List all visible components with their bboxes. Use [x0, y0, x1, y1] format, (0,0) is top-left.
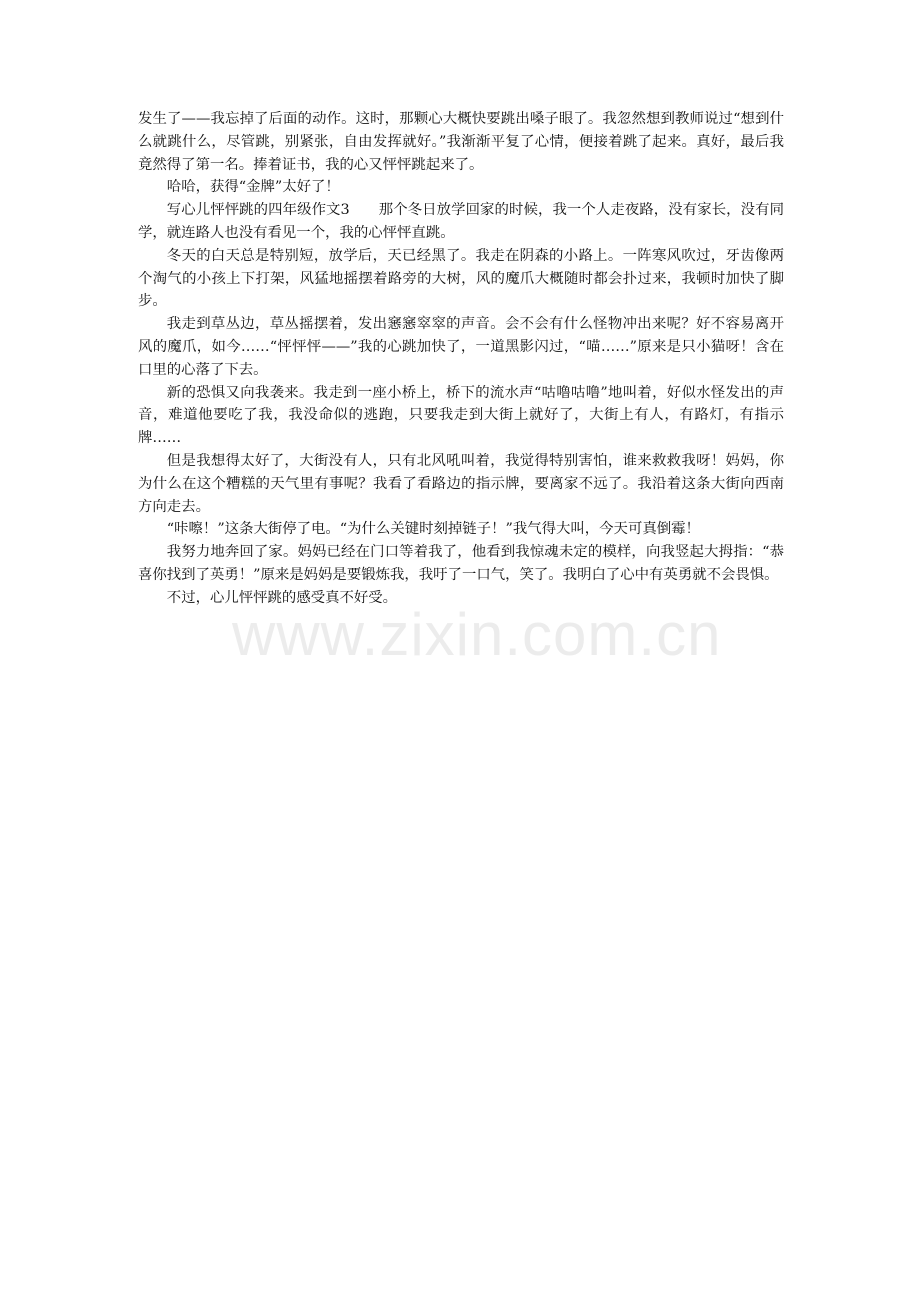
paragraph: 不过，心儿怦怦跳的感受真不好受。 [166, 589, 398, 606]
paragraph: 发生了——我忘掉了后面的动作。这时，那颗心大概快要跳出嗓子眼了。我忽然想到教师说过“想到什么就跳什么，尽管跳，别紧张，自由发挥就好。”我渐渐平复了心情，便接着跳了起来。真好，最后我竟然得了第一名。捧着证书，我的心又怦怦跳起来了。 [138, 111, 784, 173]
paragraph: “咔嚓！”这条大街停了电。“为什么关键时刻掉链子！”我气得大叫，今天可真倒霉！ [166, 521, 700, 538]
paragraph: 写心儿怦怦跳的四年级作文3 那个冬日放学回家的时候，我一个人走夜路，没有家长，没有同学，就连路人也没有看见一个，我的心怦怦直跳。 [138, 202, 784, 241]
document-body [138, 108, 784, 610]
paragraph: 哈哈，获得“金牌”太好了！ [166, 179, 340, 196]
paragraph: 我努力地奔回了家。妈妈已经在门口等着我了，他看到我惊魂未定的模样，向我竖起大拇指：“恭喜你找到了英勇！”原来是妈妈是要锻炼我，我吁了一口气，笑了。我明白了心中有英勇就不会畏惧。 [138, 544, 784, 583]
paragraph: 新的恐惧又向我袭来。我走到一座小桥上，桥下的流水声“咕噜咕噜”地叫着，好似水怪发出的声音，难道他要吃了我，我没命似的逃跑，只要我走到大街上就好了，大街上有人，有路灯，有指示牌…… [138, 384, 784, 447]
paragraph: 我走到草丛边，草丛摇摆着，发出窸窸窣窣的声音。会不会有什么怪物冲出来呢？好不容易离开风的魔爪，如今……“怦怦怦——”我的心跳加快了，一道黑影闪过，“喵……”原来是只小猫呀！含在口里的心落了下去。 [138, 316, 784, 378]
paragraph: 冬天的白天总是特别短，放学后，天已经黑了。我走在阴森的小路上。一阵寒风吹过，牙齿像两个淘气的小孩上下打架，风猛地摇摆着路旁的大树，风的魔爪大概随时都会扑过来，我顿时加快了脚步。 [138, 247, 784, 310]
watermark: www.zixin.com.cn [232, 601, 722, 668]
paragraph: 但是我想得太好了，大街没有人，只有北风吼叫着，我觉得特别害怕，谁来救救我呀！妈妈，你为什么在这个糟糕的天气里有事呢？我看了看路边的指示牌，要离家不远了。我沿着这条大街向西南方向走去。 [138, 452, 784, 515]
